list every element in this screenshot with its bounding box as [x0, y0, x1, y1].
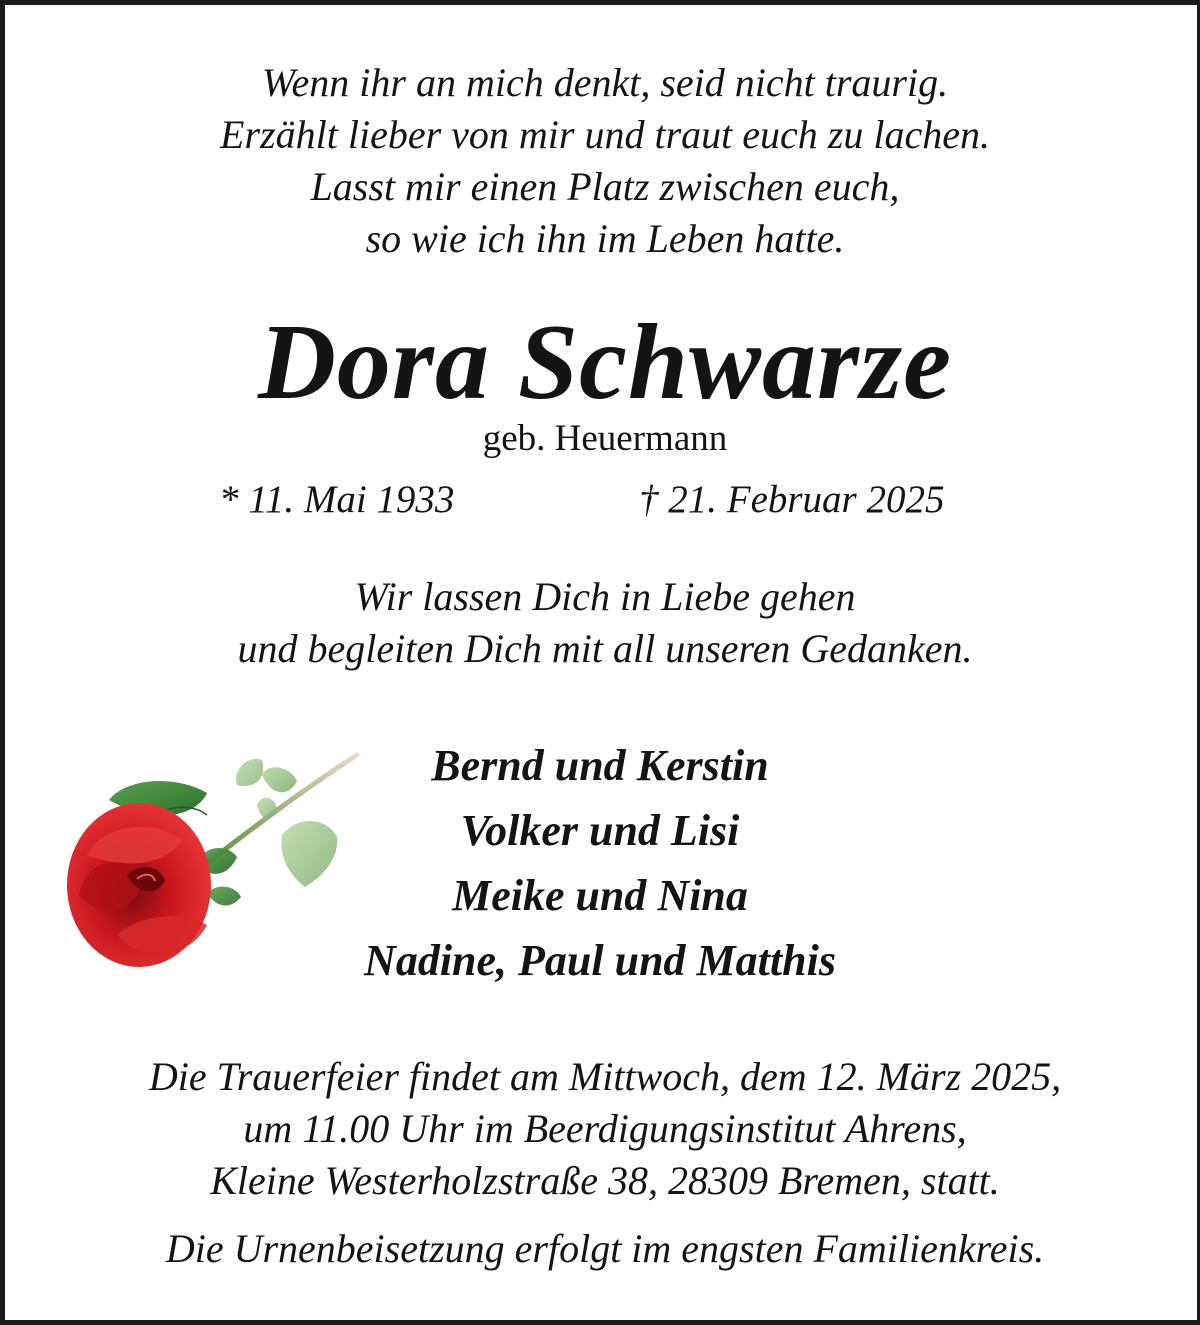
- memorial-poem: [5, 57, 1200, 265]
- mourner-name: Meike und Nina: [452, 871, 748, 920]
- urn-burial-note: Die Urnenbeisetzung erfolgt im engsten Familienkreis.: [165, 1226, 1045, 1271]
- farewell-text: [5, 571, 1200, 675]
- poem-line: Lasst mir einen Platz zwischen euch,: [310, 164, 900, 209]
- funeral-service-info: [5, 1051, 1200, 1207]
- mourners-list: [303, 733, 897, 993]
- birth-name: geb. Heuermann: [482, 418, 728, 459]
- deceased-name: Dora Schwarze: [257, 303, 953, 422]
- mourner-name: Nadine, Paul und Matthis: [364, 936, 836, 985]
- death-date: † 21. Februar 2025: [639, 478, 945, 521]
- ceremony-line: Kleine Westerholzstraße 38, 28309 Bremen, statt.: [210, 1158, 1000, 1203]
- farewell-line: und begleiten Dich mit all unseren Gedanken.: [237, 626, 973, 671]
- ceremony-line: Die Trauerfeier findet am Mittwoch, dem 12. März 2025,: [148, 1054, 1062, 1099]
- mourner-name: Volker und Lisi: [460, 806, 740, 855]
- poem-line: Erzählt lieber von mir und traut euch zu lachen.: [220, 112, 990, 157]
- poem-line: so wie ich ihn im Leben hatte.: [365, 216, 845, 261]
- poem-line: Wenn ihr an mich denkt, seid nicht traurig.: [261, 60, 949, 105]
- ceremony-line: um 11.00 Uhr im Beerdigungsinstitut Ahrens,: [243, 1106, 967, 1151]
- mourner-name: Bernd und Kerstin: [431, 741, 769, 790]
- farewell-line: Wir lassen Dich in Liebe gehen: [354, 574, 856, 619]
- birth-date: * 11. Mai 1933: [219, 478, 455, 521]
